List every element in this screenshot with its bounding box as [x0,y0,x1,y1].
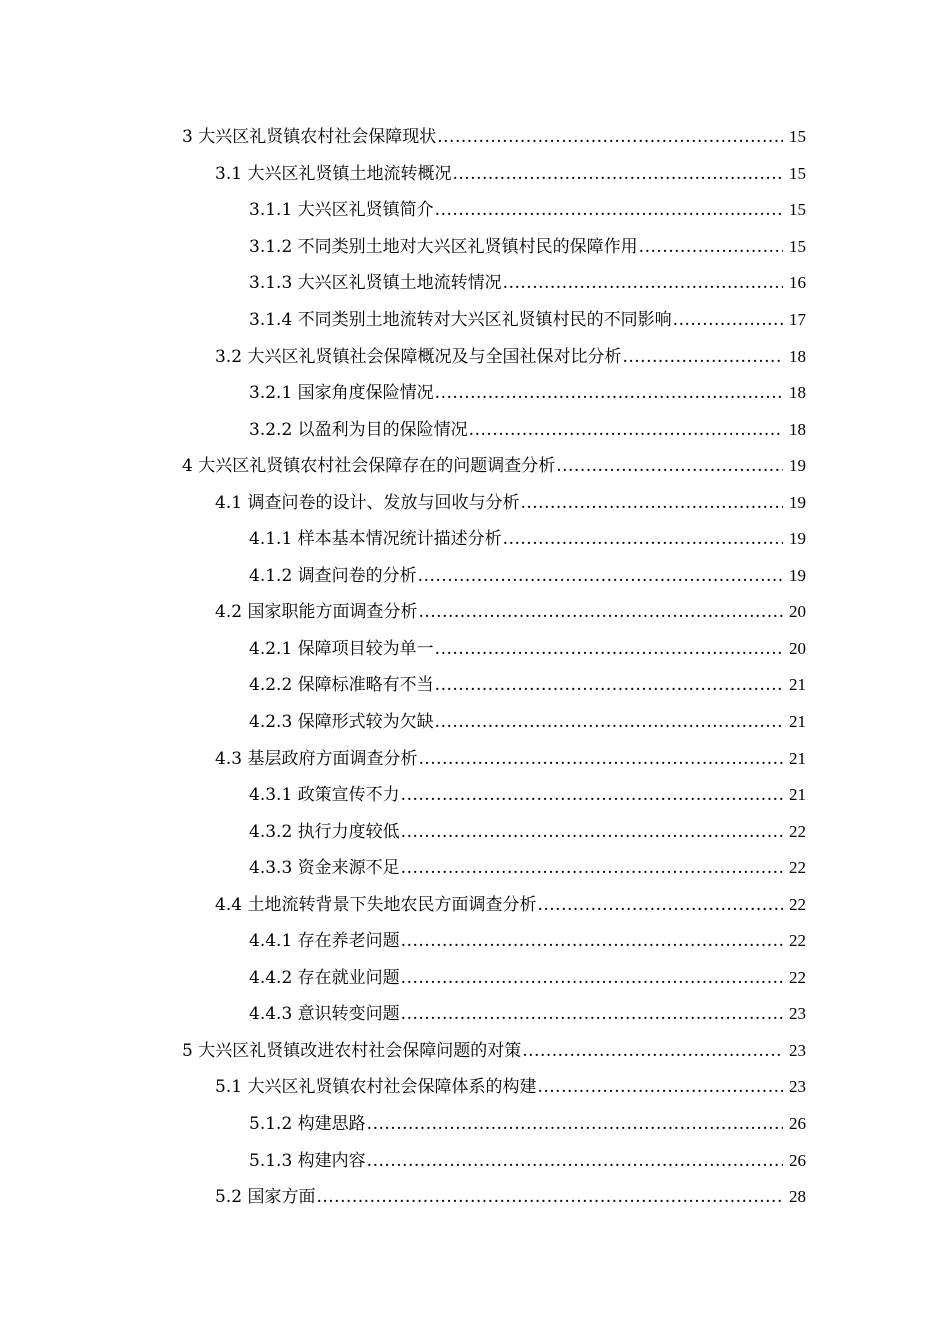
toc-entry-title: 3.1 大兴区礼贤镇土地流转概况 [215,163,452,184]
toc-entry-title: 4.4.3 意识转变问题 [249,1004,400,1025]
toc-entry-title: 5 大兴区礼贤镇改进农村社会保障问题的对策 [182,1040,522,1061]
toc-entry[interactable] [0,667,950,704]
toc-entry-page-number: 22 [789,931,806,951]
toc-entry-title: 3.2 大兴区礼贤镇社会保障概况及与全国社保对比分析 [215,346,622,367]
toc-entry[interactable] [0,265,950,302]
toc-entry[interactable] [0,521,950,558]
toc-entry[interactable] [0,594,950,631]
toc-entry-title: 3.2.1 国家角度保险情况 [249,383,434,404]
toc-entry[interactable] [0,740,950,777]
toc-entry-title: 4.4.2 存在就业问题 [249,967,400,988]
toc-entry-title: 4.4.1 存在养老问题 [249,931,400,952]
toc-entry[interactable] [0,777,950,814]
toc-entry-page-number: 15 [789,200,806,220]
dot-leader [639,237,783,257]
toc-entry[interactable] [0,1069,950,1106]
dot-leader [520,493,783,513]
toc-entry-title: 3.2.2 以盈利为目的保险情况 [249,419,468,440]
dot-leader [418,602,783,622]
toc-entry-title: 3.1.4 不同类别土地流转对大兴区礼贤镇村民的不同影响 [249,310,672,330]
toc-entry[interactable] [0,484,950,521]
toc-entry-title: 4.3 基层政府方面调查分析 [215,748,418,769]
toc-entry[interactable] [0,1033,950,1070]
toc-entry-page-number: 18 [789,419,806,439]
toc-entry-page-number: 23 [789,1040,806,1060]
toc-entry-page-number: 21 [789,785,806,805]
dot-leader [435,383,783,403]
toc-entry-title: 4.3.3 资金来源不足 [249,858,400,879]
toc-entry-title: 3.1.2 不同类别土地对大兴区礼贤镇村民的保障作用 [249,236,638,257]
toc-entry[interactable] [0,156,950,193]
toc-entry-page-number: 18 [789,383,806,403]
toc-entry-title: 5.1 大兴区礼贤镇农村社会保障体系的构建 [215,1077,537,1098]
toc-entry[interactable] [0,996,950,1033]
toc-entry[interactable] [0,411,950,448]
toc-entry-title: 3.1.3 大兴区礼贤镇土地流转情况 [249,273,502,294]
toc-entry-page-number: 15 [789,236,806,256]
dot-leader [537,895,783,915]
toc-entry-page-number: 19 [789,565,806,585]
toc-entry-page-number: 19 [789,529,806,549]
dot-leader [367,1114,783,1134]
toc-entry-page-number: 21 [789,712,806,732]
toc-entry-title: 4.2.1 保障项目较为单一 [249,638,434,659]
toc-entry-title: 4.2.2 保障标准略有不当 [249,675,434,696]
toc-entry-title: 4.4 土地流转背景下失地农民方面调查分析 [215,894,537,915]
toc-entry[interactable] [0,302,950,339]
toc-entry[interactable] [0,558,950,595]
table-of-contents [0,119,950,1215]
toc-entry-page-number: 22 [789,894,806,914]
dot-leader [469,420,783,440]
toc-entry[interactable] [0,886,950,923]
toc-entry-title: 4.3.1 政策宣传不力 [249,785,400,806]
dot-leader [522,1041,783,1061]
dot-leader [452,164,783,184]
toc-entry[interactable] [0,631,950,668]
dot-leader [503,529,783,549]
toc-entry-title: 4.1.2 调查问卷的分析 [249,565,417,586]
dot-leader [556,456,783,476]
toc-entry[interactable] [0,229,950,266]
toc-entry-page-number: 21 [789,675,806,695]
toc-entry-page-number: 22 [789,967,806,987]
dot-leader [503,273,783,293]
toc-entry-title: 3.1.1 大兴区礼贤镇简介 [249,200,434,221]
toc-entry-title: 4 大兴区礼贤镇农村社会保障存在的问题调查分析 [182,456,556,477]
dot-leader [401,858,783,878]
toc-entry[interactable] [0,1142,950,1179]
dot-leader [435,639,783,659]
dot-leader [435,712,783,732]
toc-entry-page-number: 17 [789,310,806,329]
toc-entry[interactable] [0,960,950,997]
toc-entry-page-number: 15 [789,127,806,147]
toc-entry-title: 3 大兴区礼贤镇农村社会保障现状 [182,127,437,148]
dot-leader [401,822,783,842]
toc-entry-page-number: 20 [789,602,806,622]
toc-entry-title: 4.1.1 样本基本情况统计描述分析 [249,529,502,550]
toc-entry[interactable] [0,704,950,741]
toc-entry-title: 4.1 调查问卷的设计、发放与回收与分析 [215,492,520,513]
toc-entry[interactable] [0,119,950,156]
toc-entry[interactable] [0,448,950,485]
toc-entry-title: 4.3.2 执行力度较低 [249,821,400,842]
dot-leader [401,931,783,951]
dot-leader [537,1077,783,1097]
toc-entry[interactable] [0,850,950,887]
toc-entry-page-number: 19 [789,456,806,476]
dot-leader [418,566,783,586]
toc-entry-page-number: 15 [789,163,806,183]
toc-entry-title: 4.2 国家职能方面调查分析 [215,602,418,623]
toc-entry-page-number: 16 [789,273,806,293]
toc-entry[interactable] [0,338,950,375]
dot-leader [673,310,783,330]
toc-entry-page-number: 19 [789,492,806,512]
dot-leader [401,785,783,805]
toc-entry-title: 5.2 国家方面 [215,1187,316,1208]
dot-leader [622,347,783,367]
toc-entry-page-number: 26 [789,1150,806,1170]
toc-entry-page-number: 23 [789,1077,806,1097]
toc-entry-page-number: 28 [789,1187,806,1207]
toc-entry-page-number: 22 [789,858,806,878]
dot-leader [401,1004,783,1024]
dot-leader [401,968,783,988]
toc-entry[interactable] [0,375,950,412]
toc-entry[interactable] [0,923,950,960]
toc-entry[interactable] [0,1106,950,1143]
dot-leader [316,1187,783,1207]
dot-leader [418,749,783,769]
toc-entry-page-number: 21 [789,748,806,768]
toc-entry[interactable] [0,192,950,229]
toc-entry-page-number: 20 [789,638,806,658]
toc-entry[interactable] [0,1179,950,1216]
toc-entry[interactable] [0,813,950,850]
dot-leader [367,1151,783,1171]
dot-leader [437,127,783,147]
toc-entry-page-number: 26 [789,1114,806,1134]
toc-entry-page-number: 18 [789,346,806,366]
toc-entry-page-number: 23 [789,1004,806,1024]
toc-entry-title: 4.2.3 保障形式较为欠缺 [249,712,434,733]
dot-leader [435,675,783,695]
dot-leader [435,200,783,220]
toc-entry-title: 5.1.2 构建思路 [249,1114,366,1135]
toc-entry-page-number: 22 [789,821,806,841]
toc-entry-title: 5.1.3 构建内容 [249,1150,366,1171]
